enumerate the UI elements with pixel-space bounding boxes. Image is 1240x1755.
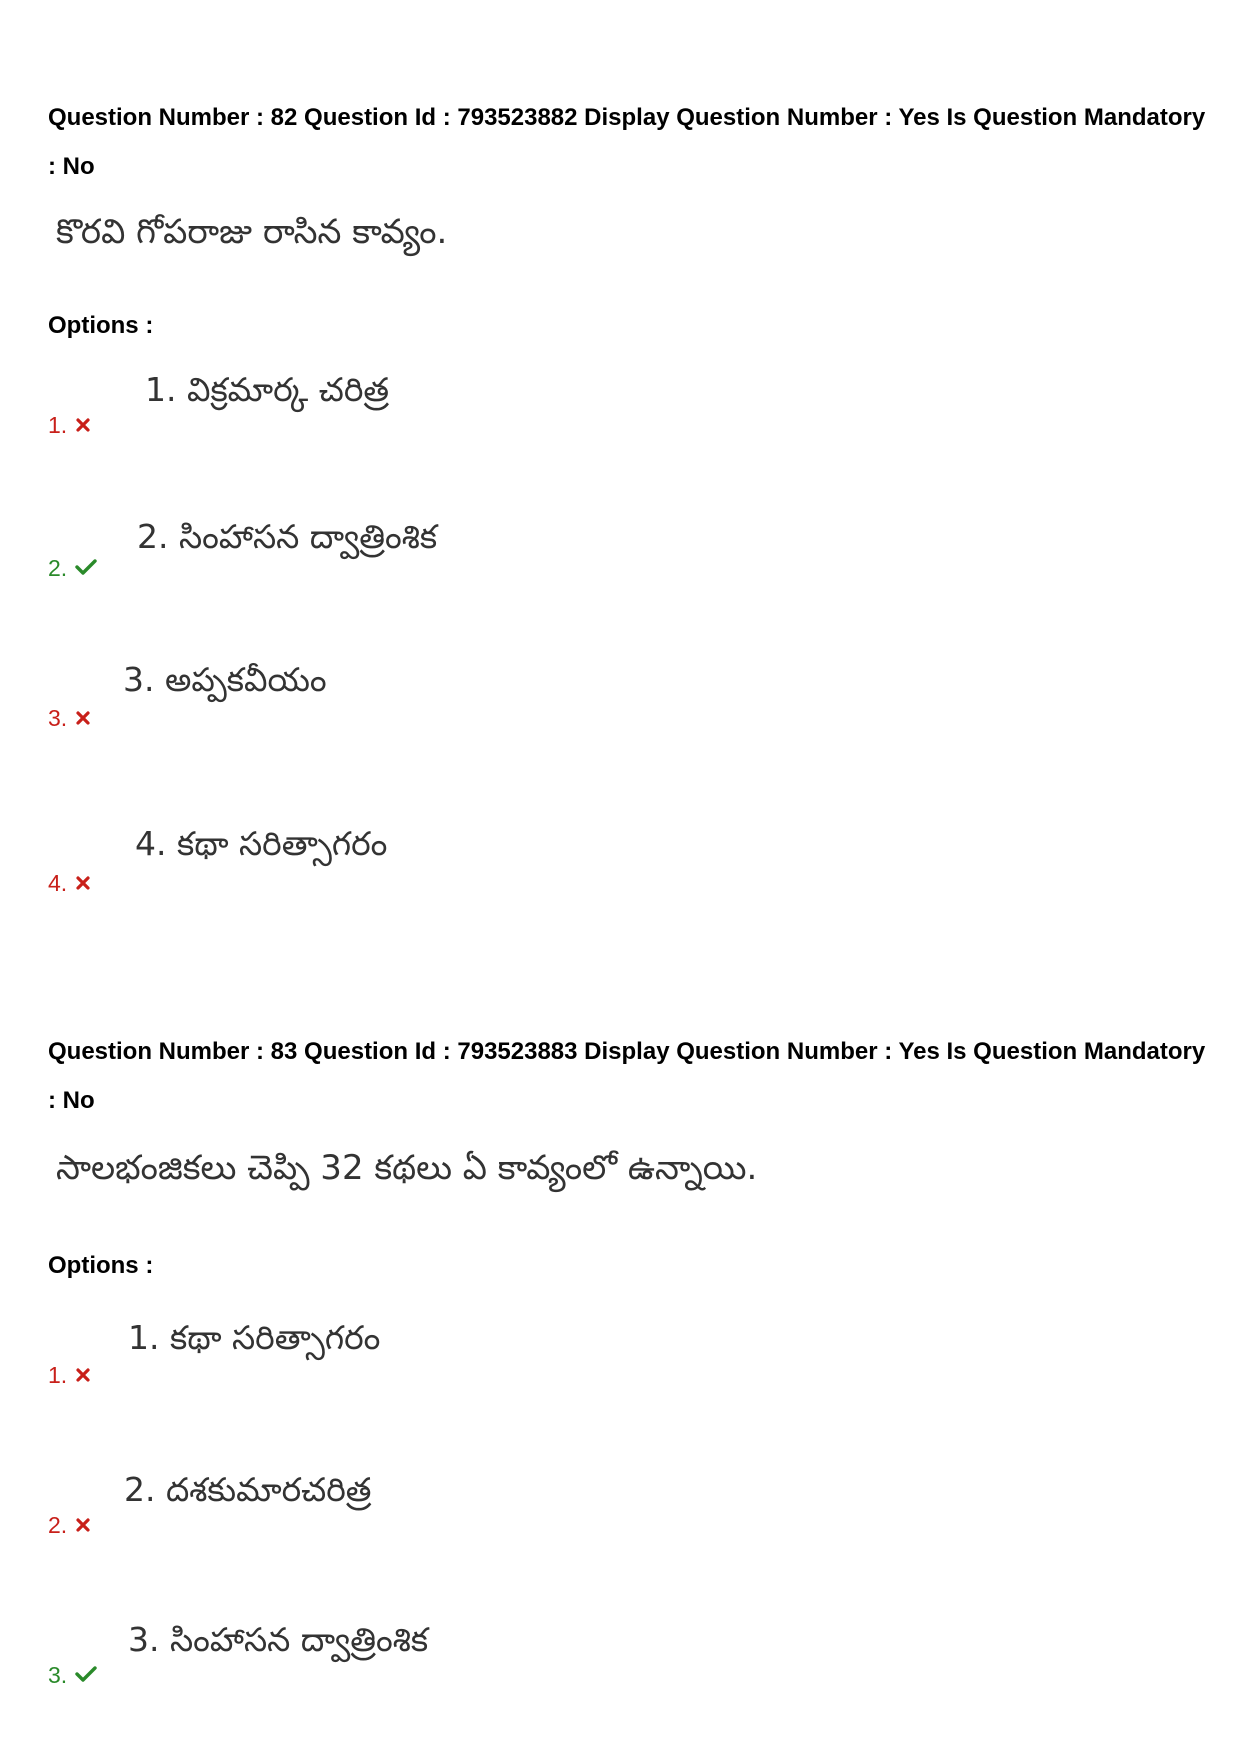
option-text[interactable]: 2. సింహాసన ద్వాత్రింశిక	[137, 517, 438, 556]
option-text[interactable]: 1. కథా సరిత్సాగరం	[128, 1318, 381, 1357]
option-number: 4.	[48, 870, 68, 896]
option-text[interactable]: 3. అప్పకవీయం	[123, 660, 327, 699]
options-label: Options :	[48, 312, 154, 339]
option-text[interactable]: 3. సింహాసన ద్వాత్రింశిక	[128, 1620, 429, 1659]
option-marker	[48, 870, 91, 897]
option-marker	[48, 1662, 97, 1689]
option-number: 3.	[48, 1662, 68, 1688]
question-text: సాలభంజికలు చెప్పి 32 కథలు ఏ కావ్యంలో ఉన్నాయి.	[56, 1148, 758, 1188]
option-marker	[48, 1512, 91, 1539]
option-text[interactable]: 4. కథా సరిత్సాగరం	[135, 824, 388, 863]
question-text: కొరవి గోపరాజు రాసిన కావ్యం.	[56, 212, 448, 252]
option-marker	[48, 705, 91, 732]
options-label: Options :	[48, 1252, 154, 1279]
option-text[interactable]: 1. విక్రమార్క చరిత్ర	[145, 370, 390, 409]
cross-icon	[75, 870, 91, 897]
option-marker	[48, 555, 97, 582]
cross-icon	[75, 412, 91, 439]
check-icon	[75, 555, 97, 582]
cross-icon	[75, 1512, 91, 1539]
option-number: 2.	[48, 1512, 68, 1538]
option-number: 3.	[48, 705, 68, 731]
check-icon	[75, 1662, 97, 1689]
cross-icon	[75, 1362, 91, 1389]
option-marker	[48, 1362, 91, 1389]
option-marker	[48, 412, 91, 439]
question-header: Question Number : 83 Question Id : 793523883 Display Question Number : Yes Is Question Mandatory : No	[48, 1038, 1206, 1114]
option-number: 1.	[48, 1362, 68, 1388]
question-header: Question Number : 82 Question Id : 793523882 Display Question Number : Yes Is Question Mandatory : No	[48, 104, 1206, 180]
option-text[interactable]: 2. దశకుమారచరిత్ర	[124, 1470, 372, 1509]
option-number: 2.	[48, 555, 68, 581]
option-number: 1.	[48, 412, 68, 438]
cross-icon	[75, 705, 91, 732]
